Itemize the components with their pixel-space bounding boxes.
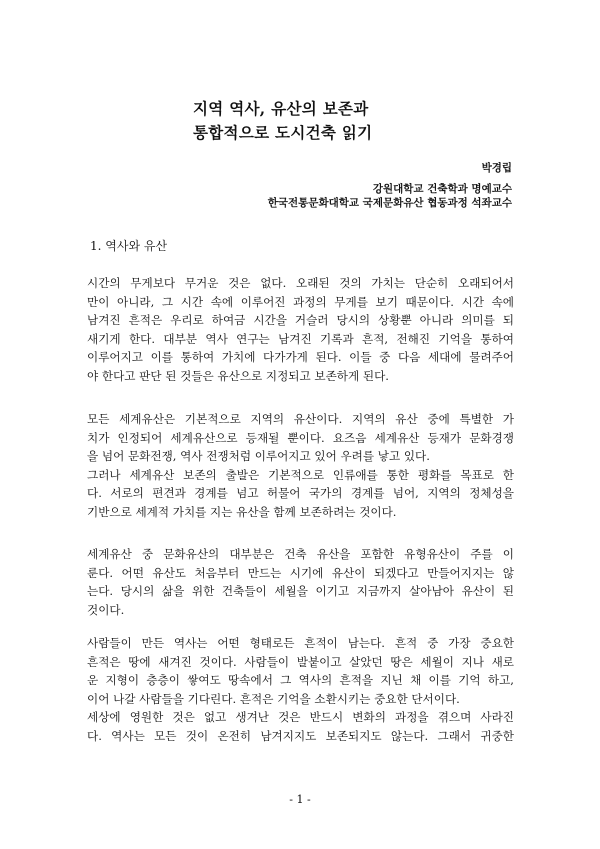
- paragraph-line: 그러나 세계유산 보존의 출발은 기본적으로 인류애를 통한 평화를 목표로 한: [87, 467, 514, 482]
- paragraph-line: 세상에 영원한 것은 없고 생겨난 것은 반드시 변화의 과정을 겪으며 사라진: [87, 710, 514, 725]
- section-heading: 1. 역사와 유산: [90, 239, 168, 253]
- paragraph-line: 기반으로 세계적 가치를 지는 유산을 함께 보존하려는 것이다.: [87, 504, 397, 519]
- paragraph-1: [87, 274, 514, 386]
- paragraph-4: [87, 634, 514, 746]
- page-number: - 1 -: [289, 793, 311, 806]
- author-name: 박경립: [481, 162, 512, 174]
- paragraph-line: 흔적은 땅에 새겨진 것이다. 사람들이 발붙이고 살았던 땅은 세월이 지나 새로: [87, 654, 514, 669]
- document-title-line-2: 통합적으로 도시건축 읽기: [193, 123, 373, 142]
- paragraph-line: 모든 세계유산은 기본적으로 지역의 유산이다. 지역의 유산 중에 특별한 가: [87, 412, 514, 426]
- paragraph-3: [87, 545, 514, 619]
- paragraph-line: 룬다. 어떤 유산도 처음부터 만드는 시기에 유산이 되겠다고 만들어지지는 않: [87, 565, 514, 580]
- paragraph-line: 운 지형이 층층이 쌓여도 땅속에서 그 역사의 흔적을 지닌 채 이를 기억 하고,: [87, 673, 514, 688]
- paragraph-line: 이어 나갈 사람들을 기다린다. 흔적은 기억을 소환시키는 중요한 단서이다.: [87, 691, 460, 706]
- paragraph-line: 다. 서로의 편견과 경계를 넘고 허물어 국가의 경계를 넘어, 지역의 정체성을: [87, 486, 514, 501]
- author-affiliation-2: 한국전통문화대학교 국제문화유산 협동과정 석좌교수: [267, 197, 512, 209]
- paragraph-line: 새기게 한다. 대부분 역사 연구는 남겨진 기록과 흔적, 전해진 기억을 통하여: [87, 331, 514, 346]
- paragraph-line: 치가 인정되어 세계유산으로 등재될 뿐이다. 요즈음 세계유산 등재가 문화경쟁: [87, 430, 514, 445]
- paragraph-line: 다. 역사는 모든 것이 온전히 남겨지지도 보존되지도 않는다. 그래서 귀중한: [87, 728, 514, 743]
- paragraph-line: 이루어지고 이를 통하여 가치에 다가가게 된다. 이들 중 다음 세대에 물려주어: [87, 350, 514, 365]
- paragraph-line: 것이다.: [87, 602, 125, 617]
- paragraph-line: 을 넘어 문화전쟁, 역사 전쟁처럼 이루어지고 있어 우려를 낳고 있다.: [87, 449, 430, 464]
- paragraph-line: 세계유산 중 문화유산의 대부분은 건축 유산을 포함한 유형유산이 주를 이: [87, 547, 514, 561]
- paragraph-line: 는다. 당시의 삶을 위한 건축들이 세월을 이기고 지금까지 살아남아 유산이 된: [87, 584, 514, 599]
- paragraph-2: [87, 410, 514, 522]
- author-affiliation-1: 강원대학교 건축학과 명예교수: [372, 183, 512, 195]
- paragraph-line: 남겨진 흔적은 우리로 하여금 시간을 거슬러 당시의 상황뿐 아니라 의미를 되: [87, 313, 514, 328]
- paragraph-line: 야 한다고 판단 된 것들은 유산으로 지정되고 보존하게 된다.: [87, 368, 389, 383]
- paragraph-line: 사람들이 만든 역사는 어떤 형태로든 흔적이 남는다. 흔적 중 가장 중요한: [87, 636, 514, 650]
- document-title-line-1: 지역 역사, 유산의 보존과: [193, 99, 369, 118]
- paragraph-line: 만이 아니라, 그 시간 속에 이루어진 과정의 무게를 보기 때문이다. 시간 속에: [87, 294, 514, 309]
- paragraph-line: 시간의 무게보다 무거운 것은 없다. 오래된 것의 가치는 단순히 오래되어서: [87, 276, 514, 290]
